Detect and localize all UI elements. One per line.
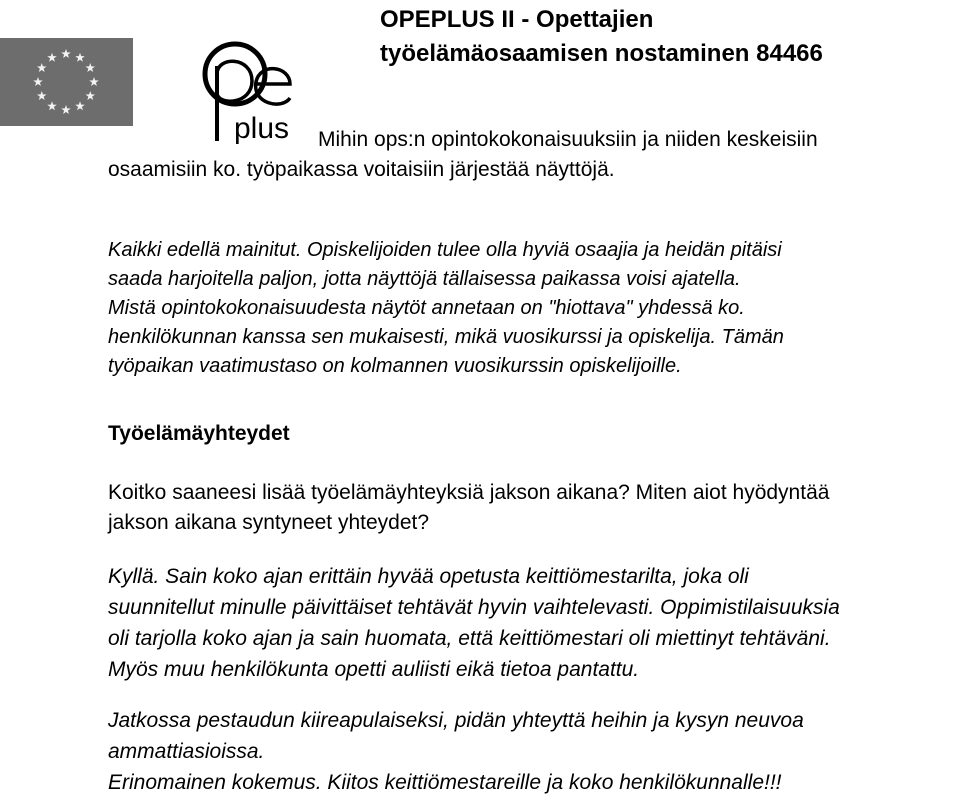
title-line-2: työelämäosaamisen nostaminen 84466 [380, 40, 823, 67]
question-2-line: jakson aikana syntyneet yhteydet? [108, 511, 430, 534]
answer-1-line: Mistä opintokokonaisuudesta näytöt annetaan on "hiottava" yhdessä ko. [108, 297, 745, 319]
eu-flag-image [0, 38, 133, 126]
svg-text:plus: plus [234, 112, 290, 145]
eu-stars-icon [0, 38, 133, 126]
answer-1-line: henkilökunnan kanssa sen mukaisesti, mikä vuosikurssi ja opiskelija. Tämän [108, 326, 784, 348]
answer-1-line: työpaikan vaatimustaso on kolmannen vuosikurssin opiskelijoille. [108, 355, 682, 377]
answer-3-line: Erinomainen kokemus. Kiitos keittiömestareille ja koko henkilökunnalle!!! [108, 771, 782, 794]
answer-2-paragraph [108, 561, 958, 685]
question-1-line-1: Mihin ops:n opintokokonaisuuksiin ja niiden keskeisiin [318, 128, 818, 151]
page-title [380, 3, 950, 71]
section-heading: Työelämäyhteydet [108, 422, 290, 445]
answer-1-paragraph [108, 236, 948, 381]
opeplus-logo [190, 26, 330, 146]
answer-2-line: Myös muu henkilökunta opetti auliisti eikä tietoa pantattu. [108, 658, 640, 681]
answer-3-line: Jatkossa pestaudun kiireapulaiseksi, pidän yhteyttä heihin ja kysyn neuvoa [108, 709, 804, 732]
question-1-line-2: osaamisiin ko. työpaikassa voitaisiin järjestää näyttöjä. [108, 158, 615, 181]
title-line-1: OPEPLUS II - Opettajien [380, 6, 654, 33]
answer-1-line: Kaikki edellä mainitut. Opiskelijoiden tulee olla hyviä osaajia ja heidän pitäisi [108, 239, 782, 261]
question-2-paragraph [108, 478, 958, 538]
answer-3-paragraph [108, 705, 958, 798]
answer-2-line: suunnitellut minulle päivittäiset tehtävät hyvin vaihtelevasti. Oppimistilaisuuksia [108, 596, 840, 619]
answer-2-line: oli tarjolla koko ajan ja sain huomata, että keittiömestari oli miettinyt tehtäväni. [108, 627, 831, 650]
question-2-line: Koitko saaneesi lisää työelämäyhteyksiä jakson aikana? Miten aiot hyödyntää [108, 481, 830, 504]
answer-3-line: ammattiasioissa. [108, 740, 265, 763]
answer-2-line: Kyllä. Sain koko ajan erittäin hyvää opetusta keittiömestarilta, joka oli [108, 565, 749, 588]
answer-1-line: saada harjoitella paljon, jotta näyttöjä tällaisessa paikassa voisi ajatella. [108, 268, 741, 290]
